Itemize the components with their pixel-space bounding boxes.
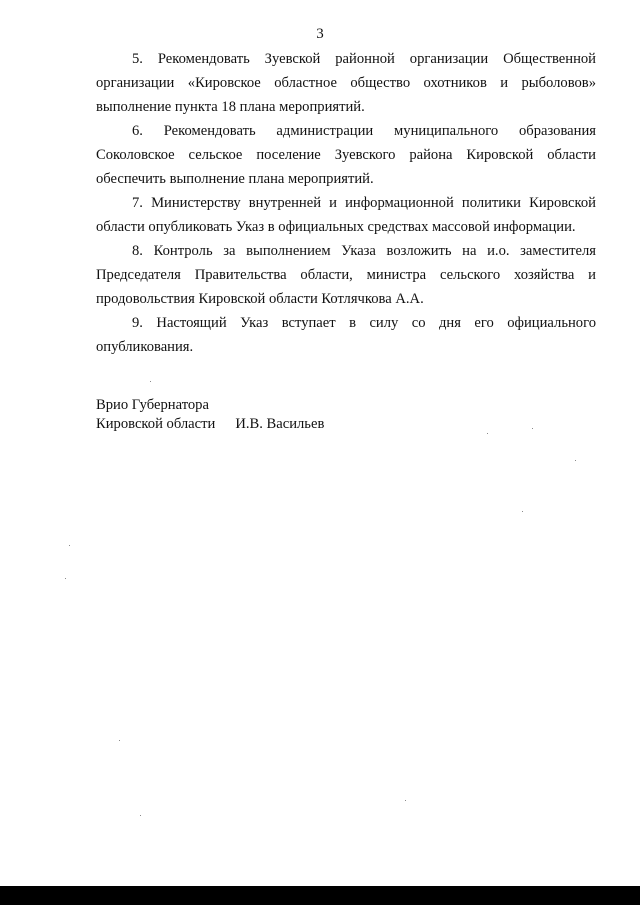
page-number: 3 <box>316 26 324 42</box>
signature-block <box>96 396 324 434</box>
scan-speck <box>69 545 70 546</box>
paragraph-7: 7. Министерству внутренней и информационной политики Кировской области опубликовать Указ в официальных средствах массовой информации. <box>96 195 596 235</box>
scan-speck <box>119 740 120 741</box>
scan-speck <box>532 428 533 429</box>
scan-speck <box>522 511 523 512</box>
scan-bottom-border <box>0 886 640 905</box>
scan-speck <box>405 800 406 801</box>
signatory-position-line-1: Врио Губернатора <box>96 397 209 413</box>
signatory-position-line-2 <box>96 415 324 434</box>
paragraph-9: 9. Настоящий Указ вступает в силу со дня его официального опубликования. <box>96 315 596 355</box>
scan-speck <box>65 578 66 579</box>
paragraph-5: 5. Рекомендовать Зуевской районной организации Общественной организации «Кировское областное общество охотников и рыболовов» выполнение пункта 18 плана мероприятий. <box>96 51 596 115</box>
scan-speck <box>150 381 151 382</box>
signatory-name: И.В. Васильев <box>235 416 325 432</box>
scan-speck <box>575 460 576 461</box>
decree-body <box>96 47 596 359</box>
scan-speck <box>140 815 141 816</box>
paragraph-6: 6. Рекомендовать администрации муниципального образования Соколовское сельское поселение Зуевского района Кировской области обеспечить выполнение плана мероприятий. <box>96 123 596 187</box>
signatory-region: Кировской области <box>96 416 216 432</box>
scan-speck <box>487 433 488 434</box>
paragraph-8: 8. Контроль за выполнением Указа возложить на и.о. заместителя Председателя Правительства области, министра сельского хозяйства и продовольствия Кировской области Котлячкова А.А. <box>96 243 596 307</box>
